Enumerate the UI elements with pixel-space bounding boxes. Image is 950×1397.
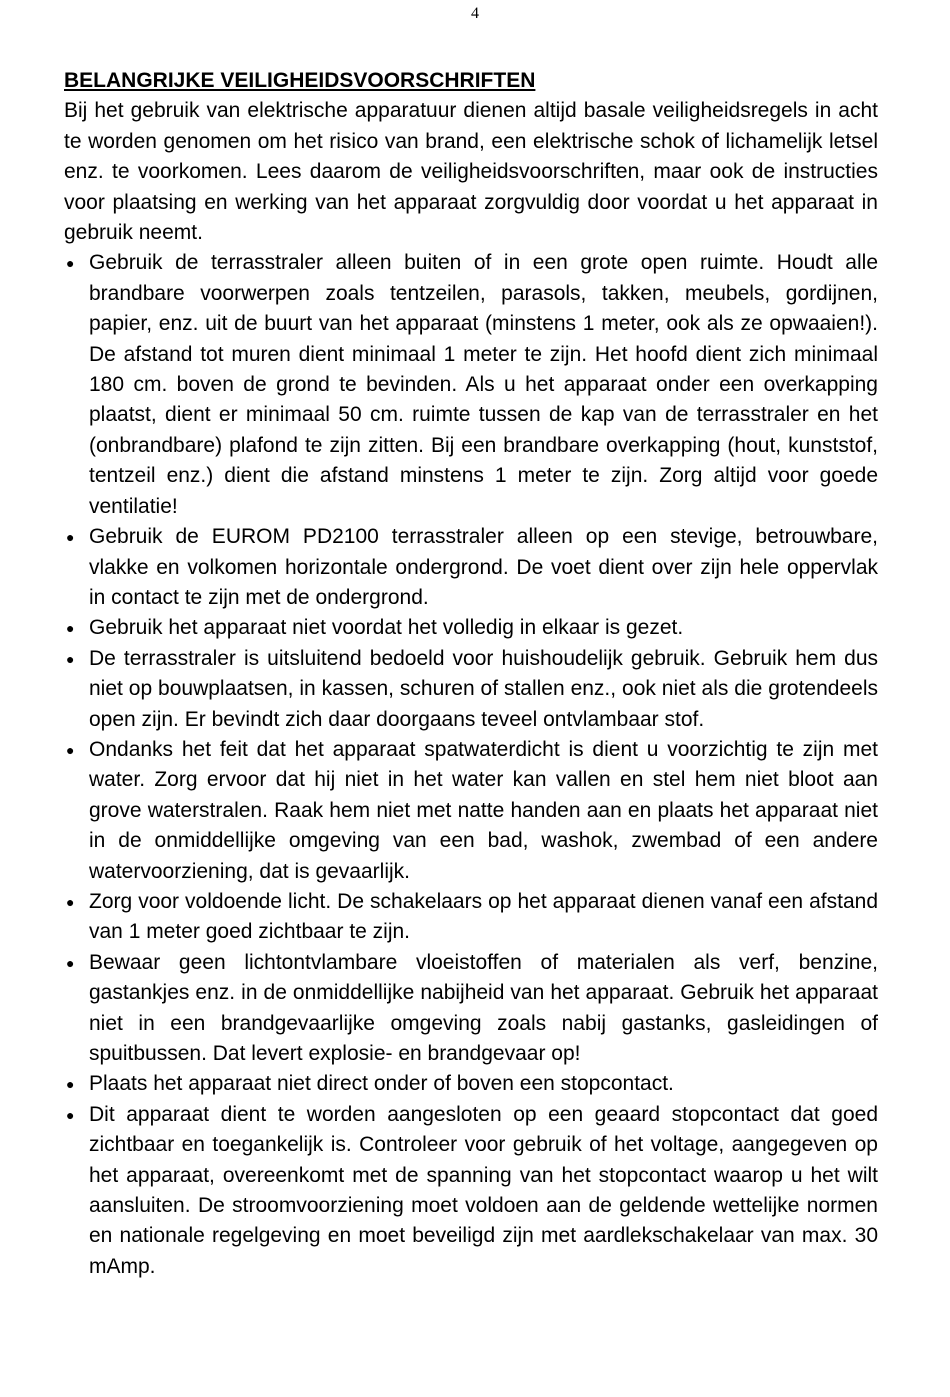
list-item-text: Plaats het apparaat niet direct onder of boven een stopcontact. (89, 1072, 674, 1096)
list-item (64, 887, 878, 948)
list-item-text: Zorg voor voldoende licht. De schakelaars op het apparaat dienen vanaf een afstand van 1 meter goed zichtbaar te zijn. (89, 889, 878, 944)
list-item-text: De terrasstraler is uitsluitend bedoeld voor huishoudelijk gebruik. Gebruik hem dus niet op bouwplaatsen, in kassen, schuren of stallen enz., ook niet als die grotendeels open zijn. Er bevindt zich daar doorgaans teveel ontvlambaar stof. (89, 646, 878, 731)
bullet-icon: ● (66, 893, 75, 910)
list-item (64, 248, 878, 522)
list-item-text: Gebruik de terrasstraler alleen buiten of in een grote open ruimte. Houdt alle brandbare voorwerpen zoals tentzeilen, parasols, takken, meubels, gordijnen, papier, enz. uit de buurt van het apparaat (minstens 1 meter, ook als ze opwaaien!). De afstand tot muren dient minimaal 1 meter te zijn. Het hoofd dient zich minimaal 180 cm. boven de grond te bevinden. Als u het apparaat onder een overkapping plaatst, dient er minimaal 50 cm. ruimte tussen de kap van de terrasstraler en het (onbrandbare) plafond te zijn zitten. Bij een brandbare overkapping (hout, kunststof, tentzeil enz.) dient die afstand minstens 1 meter te zijn. Zorg altijd voor goede ventilatie! (89, 251, 878, 518)
safety-rules-list (64, 248, 878, 1282)
page-number: 4 (471, 5, 479, 22)
intro-paragraph: Bij het gebruik van elektrische apparatuur dienen altijd basale veiligheidsregels in acht te worden genomen om het risico van brand, een elektrische schok of lichamelijk letsel enz. te voorkomen. Lees daarom de veiligheidsvoorschriften, maar ook de instructies voor plaatsing en werking van het apparaat zorgvuldig door voordat u het apparaat in gebruik neemt. (64, 99, 878, 245)
document-title: BELANGRIJKE VEILIGHEIDSVOORSCHRIFTEN (64, 69, 536, 92)
bullet-icon: ● (66, 954, 75, 971)
bullet-icon: ● (66, 620, 75, 637)
list-item (64, 1100, 878, 1282)
document-body (64, 66, 878, 1282)
list-item (64, 522, 878, 613)
list-item (64, 948, 878, 1070)
list-item-text: Gebruik de EUROM PD2100 terrasstraler alleen op een stevige, betrouwbare, vlakke en volkomen horizontale ondergrond. De voet dient over zijn hele oppervlak in contact te zijn met de ondergrond. (89, 525, 878, 609)
list-item (64, 644, 878, 735)
list-item-text: Bewaar geen lichtontvlambare vloeistoffen of materialen als verf, benzine, gastankjes enz. in de onmiddellijke nabijheid van het apparaat. Gebruik het apparaat niet in een brandgevaarlijke omgeving zoals nabij gastanks, gasleidingen of spuitbussen. Dat levert explosie- en brandgevaar op! (89, 950, 878, 1065)
bullet-icon: ● (66, 1076, 75, 1093)
list-item (64, 613, 878, 643)
bullet-icon: ● (66, 1106, 75, 1123)
list-item (64, 735, 878, 887)
list-item (64, 1069, 878, 1099)
bullet-icon: ● (66, 529, 75, 546)
bullet-icon: ● (66, 741, 75, 758)
bullet-icon: ● (66, 255, 75, 272)
list-item-text: Dit apparaat dient te worden aangesloten op een geaard stopcontact dat goed zichtbaar en toegankelijk is. Controleer voor gebruik of het voltage, aangegeven op het apparaat, overeenkomt met de spanning van het stopcontact waarop u het wilt aansluiten. De stroomvoorziening moet voldoen aan de geldende wettelijke normen en nationale regelgeving en moet beveiligd zijn met aardlekschakelaar van max. 30 mAmp. (89, 1102, 878, 1278)
bullet-icon: ● (66, 650, 75, 667)
list-item-text: Ondanks het feit dat het apparaat spatwaterdicht is dient u voorzichtig te zijn met water. Zorg ervoor dat hij niet in het water kan vallen en stel hem niet bloot aan grove waterstralen. Raak hem niet met natte handen aan en plaats het apparaat niet in de onmiddellijke omgeving van een bad, washok, zwembad of een andere watervoorziening, dat is gevaarlijk. (89, 737, 878, 883)
list-item-text: Gebruik het apparaat niet voordat het volledig in elkaar is gezet. (89, 616, 684, 640)
